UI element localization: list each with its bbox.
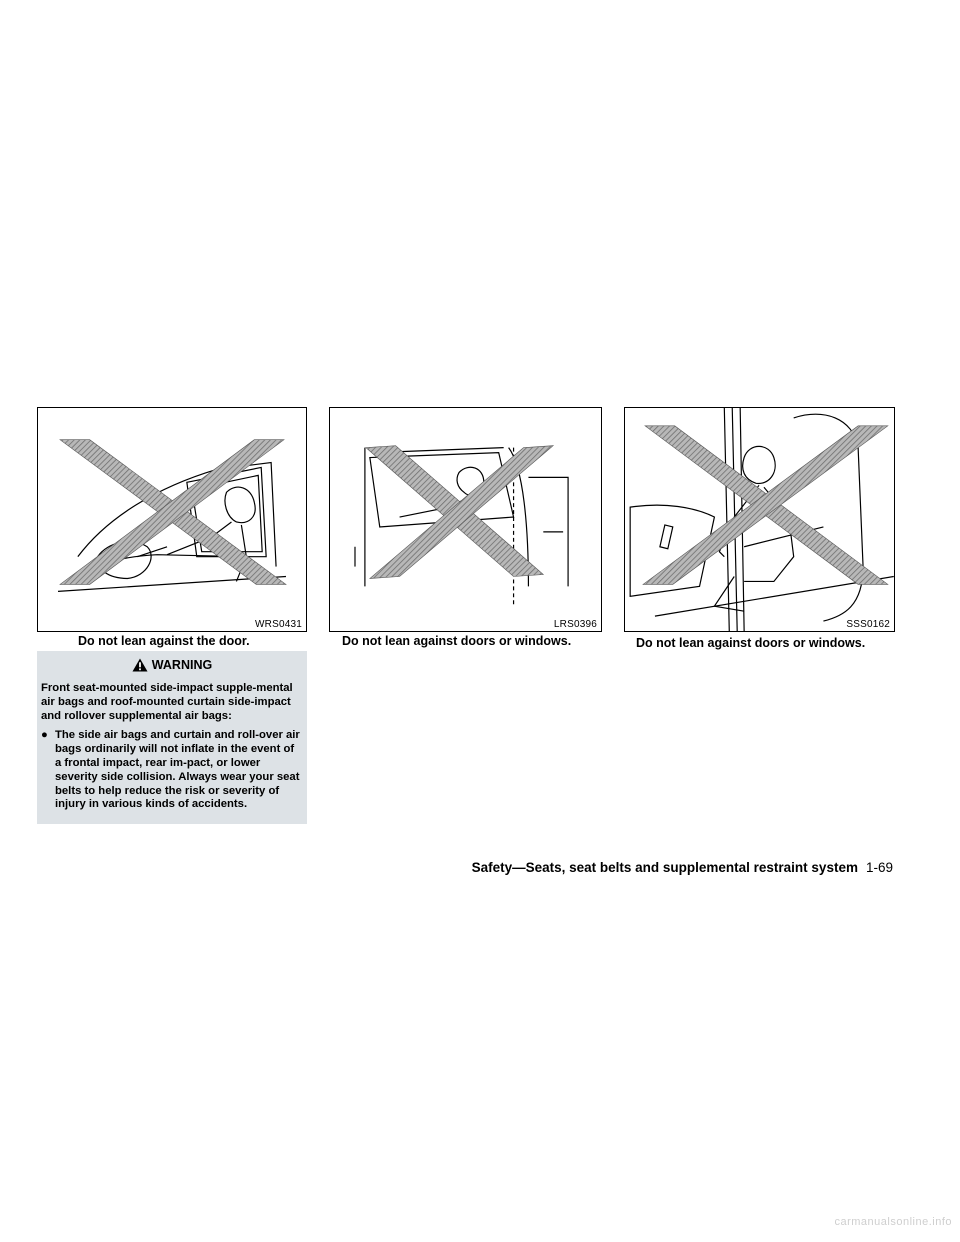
- warning-box: [37, 651, 307, 824]
- figure-code: SSS0162: [846, 619, 890, 630]
- figure-caption: Do not lean against doors or windows.: [636, 636, 866, 650]
- section-title: Safety—Seats, seat belts and supplemental restraint system: [471, 860, 858, 875]
- warning-bullet: [41, 729, 303, 812]
- warning-header: [41, 656, 303, 673]
- page-footer: [0, 860, 893, 875]
- truck-door-illustration: [330, 408, 601, 631]
- figure-child-leaning-window: [624, 407, 895, 632]
- warning-title: WARNING: [151, 657, 213, 672]
- figure-code: WRS0431: [255, 619, 302, 630]
- car-interior-illustration: [38, 408, 306, 631]
- watermark: [0, 1216, 960, 1228]
- page-number: 1-69: [865, 860, 893, 875]
- warning-intro: Front seat-mounted side-impact supple-mental air bags and roof-mounted curtain side-impact and rollover supplemental air bags:: [41, 682, 293, 722]
- warning-triangle-icon: [132, 658, 148, 672]
- figure-driver-leaning-door: [37, 407, 307, 632]
- figure-caption: Do not lean against doors or windows.: [342, 634, 572, 648]
- figure-caption: Do not lean against the door.: [78, 634, 250, 648]
- bullet-icon: ●: [41, 729, 48, 742]
- watermark-text: carmanualsonline.info: [834, 1216, 952, 1228]
- figure-passenger-leaning-window: [329, 407, 602, 632]
- rear-seat-illustration: [625, 408, 894, 631]
- warning-bullet-text: The side air bags and curtain and roll-over air bags ordinarily will not inflate in the event of a frontal impact, rear im-pact, or lower severity side collision. Always wear your seat belts to help reduce the risk or severity of injury in various kinds of accidents.: [55, 729, 300, 811]
- figure-code: LRS0396: [553, 619, 597, 630]
